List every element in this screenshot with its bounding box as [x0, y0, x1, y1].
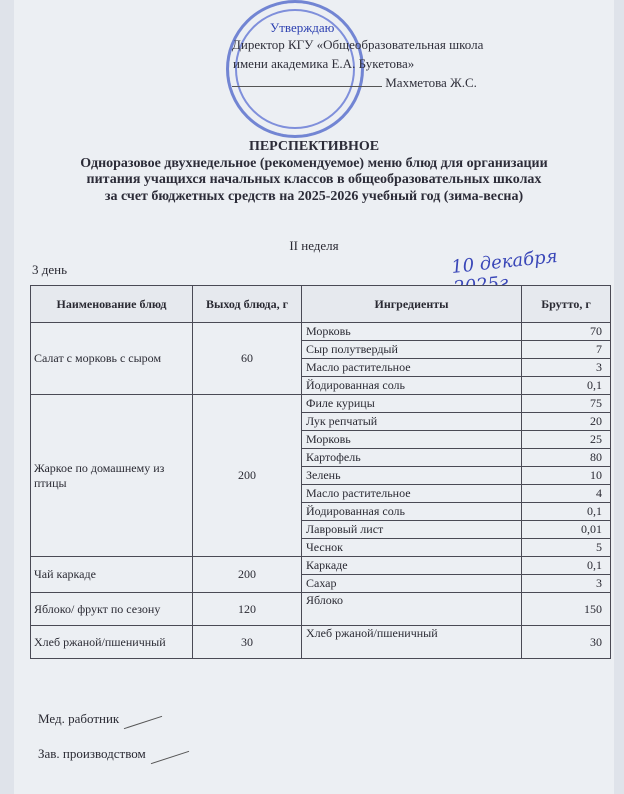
table-row	[31, 593, 611, 626]
ingredient-qty: 70	[522, 323, 611, 341]
ingredient-qty: 0,01	[522, 521, 611, 539]
doc-subtitle-2: питания учащихся начальных классов в общеобразовательных школах	[86, 172, 542, 187]
ingredient-qty: 10	[522, 467, 611, 485]
menu-table	[30, 285, 611, 659]
col-header-dish: Наименование блюд	[31, 286, 193, 323]
ingredient-name: Масло растительное	[302, 359, 522, 377]
dish-name: Хлеб ржаной/пшеничный	[31, 626, 193, 659]
ingredient-name: Сыр полутвердый	[302, 341, 522, 359]
approval-line-2: Директор КГУ «Общеобразовательная школа	[232, 37, 484, 52]
menu-table-body	[31, 323, 611, 659]
ingredient-qty: 3	[522, 575, 611, 593]
table-row	[31, 626, 611, 659]
director-name: Махметова Ж.С.	[385, 75, 477, 90]
handwritten-date: 10 декабря	[450, 245, 559, 278]
ingredient-name: Зелень	[302, 467, 522, 485]
ingredient-qty: 25	[522, 431, 611, 449]
ingredient-qty: 150	[522, 593, 611, 626]
dish-output: 200	[193, 557, 302, 593]
week-label: II неделя	[289, 238, 339, 253]
col-header-output: Выход блюда, г	[193, 286, 302, 323]
ingredient-name: Хлеб ржаной/пшеничный	[302, 626, 522, 659]
ingredient-qty: 0,1	[522, 557, 611, 575]
medic-signature: Мед. работник	[38, 711, 163, 727]
ingredient-name: Йодированная соль	[302, 377, 522, 395]
ingredient-qty: 3	[522, 359, 611, 377]
doc-subtitle-3: за счет бюджетных средств на 2025-2026 учебный год (зима-весна)	[104, 189, 524, 204]
approval-line-1: Утверждаю	[270, 20, 335, 35]
col-header-ingredients: Ингредиенты	[302, 286, 522, 323]
table-row	[31, 557, 611, 575]
ingredient-name: Филе курицы	[302, 395, 522, 413]
dish-output: 30	[193, 626, 302, 659]
ingredient-name: Каркаде	[302, 557, 522, 575]
dish-output: 60	[193, 323, 302, 395]
ingredient-name: Морковь	[302, 323, 522, 341]
doc-subtitle-1: Одноразовое двухнедельное (рекомендуемое) меню блюд для организации	[80, 156, 548, 171]
table-row	[31, 323, 611, 341]
table-row	[31, 395, 611, 413]
day-label: 3 день	[32, 262, 68, 277]
dish-output: 200	[193, 395, 302, 557]
ingredient-qty: 0,1	[522, 377, 611, 395]
ingredient-qty: 7	[522, 341, 611, 359]
ingredient-name: Яблоко	[302, 593, 522, 626]
dish-name: Яблоко/ фрукт по сезону	[31, 593, 193, 626]
ingredient-qty: 4	[522, 485, 611, 503]
dish-output: 120	[193, 593, 302, 626]
ingredient-qty: 0,1	[522, 503, 611, 521]
ingredient-name: Картофель	[302, 449, 522, 467]
ingredient-qty: 75	[522, 395, 611, 413]
dish-name: Салат с морковь с сыром	[31, 323, 193, 395]
table-header-row	[31, 286, 611, 323]
ingredient-name: Морковь	[302, 431, 522, 449]
ingredient-name: Йодированная соль	[302, 503, 522, 521]
ingredient-name: Масло растительное	[302, 485, 522, 503]
ingredient-qty: 20	[522, 413, 611, 431]
ingredient-qty: 80	[522, 449, 611, 467]
col-header-gross: Брутто, г	[522, 286, 611, 323]
ingredient-qty: 5	[522, 539, 611, 557]
ingredient-name: Сахар	[302, 575, 522, 593]
ingredient-name: Лук репчатый	[302, 413, 522, 431]
dish-name: Жаркое по домашнему из птицы	[31, 395, 193, 557]
ingredient-qty: 30	[522, 626, 611, 659]
signature-line	[232, 76, 382, 87]
dish-name: Чай каркаде	[31, 557, 193, 593]
doc-title: ПЕРСПЕКТИВНОЕ	[248, 139, 380, 154]
ingredient-name: Лавровый лист	[302, 521, 522, 539]
ingredient-name: Чеснок	[302, 539, 522, 557]
approval-line-3: имени академика Е.А. Букетова»	[233, 56, 415, 71]
approval-line-4	[232, 75, 492, 91]
chef-signature: Зав. производством	[38, 746, 190, 762]
